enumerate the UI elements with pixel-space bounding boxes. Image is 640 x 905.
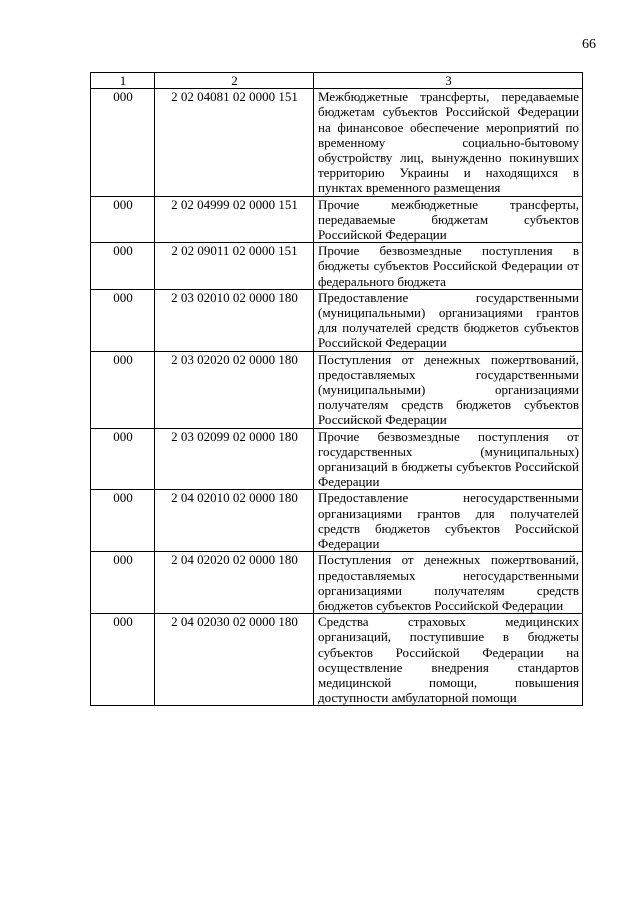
table-row bbox=[91, 490, 583, 552]
revenue-code-cell: 2 04 02010 02 0000 180 bbox=[155, 490, 314, 552]
admin-code-cell: 000 bbox=[91, 89, 155, 196]
revenue-name-cell: Прочие межбюджетные трансферты, передаваемые бюджетам субъектов Российской Федерации bbox=[314, 196, 583, 243]
table-row bbox=[91, 614, 583, 706]
admin-code-cell: 000 bbox=[91, 614, 155, 706]
table-row bbox=[91, 196, 583, 243]
table-row bbox=[91, 351, 583, 428]
column-header: 2 bbox=[155, 73, 314, 89]
admin-code-cell: 000 bbox=[91, 428, 155, 490]
revenue-name-cell: Межбюджетные трансферты, передаваемые бюджетам субъектов Российской Федерации на финансовое обеспечение мероприятий по временному социально-бытовому обустройству лиц, вынужденно покинувших территорию Украины и находящихся в пунктах временного размещения bbox=[314, 89, 583, 196]
revenue-code-cell: 2 03 02010 02 0000 180 bbox=[155, 289, 314, 351]
revenue-code-cell: 2 03 02099 02 0000 180 bbox=[155, 428, 314, 490]
column-header: 3 bbox=[314, 73, 583, 89]
admin-code-cell: 000 bbox=[91, 289, 155, 351]
budget-revenue-table bbox=[90, 72, 583, 706]
revenue-name-cell: Поступления от денежных пожертвований, предоставляемых государственными (муниципальными) организациями получателям средств бюджетов субъектов Российской Федерации bbox=[314, 351, 583, 428]
admin-code-cell: 000 bbox=[91, 490, 155, 552]
table-row bbox=[91, 289, 583, 351]
revenue-name-cell: Средства страховых медицинских организаций, поступившие в бюджеты субъектов Российской Федерации на осуществление внедрения стандартов медицинской помощи, повышения доступности амбулаторной помощи bbox=[314, 614, 583, 706]
admin-code-cell: 000 bbox=[91, 552, 155, 614]
admin-code-cell: 000 bbox=[91, 196, 155, 243]
admin-code-cell: 000 bbox=[91, 243, 155, 290]
table-row bbox=[91, 552, 583, 614]
revenue-code-cell: 2 03 02020 02 0000 180 bbox=[155, 351, 314, 428]
revenue-name-cell: Предоставление негосударственными организациями грантов для получателей средств бюджетов субъектов Российской Федерации bbox=[314, 490, 583, 552]
revenue-code-cell: 2 04 02020 02 0000 180 bbox=[155, 552, 314, 614]
table-row bbox=[91, 89, 583, 196]
revenue-name-cell: Поступления от денежных пожертвований, предоставляемых негосударственными организациями получателям средств бюджетов субъектов Российской Федерации bbox=[314, 552, 583, 614]
page-number: 66 bbox=[582, 37, 596, 52]
revenue-name-cell: Прочие безвозмездные поступления от государственных (муниципальных) организаций в бюджеты субъектов Российской Федерации bbox=[314, 428, 583, 490]
revenue-code-cell: 2 04 02030 02 0000 180 bbox=[155, 614, 314, 706]
revenue-code-cell: 2 02 04081 02 0000 151 bbox=[155, 89, 314, 196]
column-header: 1 bbox=[91, 73, 155, 89]
revenue-code-cell: 2 02 09011 02 0000 151 bbox=[155, 243, 314, 290]
revenue-name-cell: Прочие безвозмездные поступления в бюджеты субъектов Российской Федерации от федерального бюджета bbox=[314, 243, 583, 290]
table-header-row bbox=[91, 73, 583, 89]
table-row bbox=[91, 428, 583, 490]
admin-code-cell: 000 bbox=[91, 351, 155, 428]
revenue-name-cell: Предоставление государственными (муниципальными) организациями грантов для получателей средств бюджетов субъектов Российской Федерации bbox=[314, 289, 583, 351]
revenue-code-cell: 2 02 04999 02 0000 151 bbox=[155, 196, 314, 243]
table-row bbox=[91, 243, 583, 290]
